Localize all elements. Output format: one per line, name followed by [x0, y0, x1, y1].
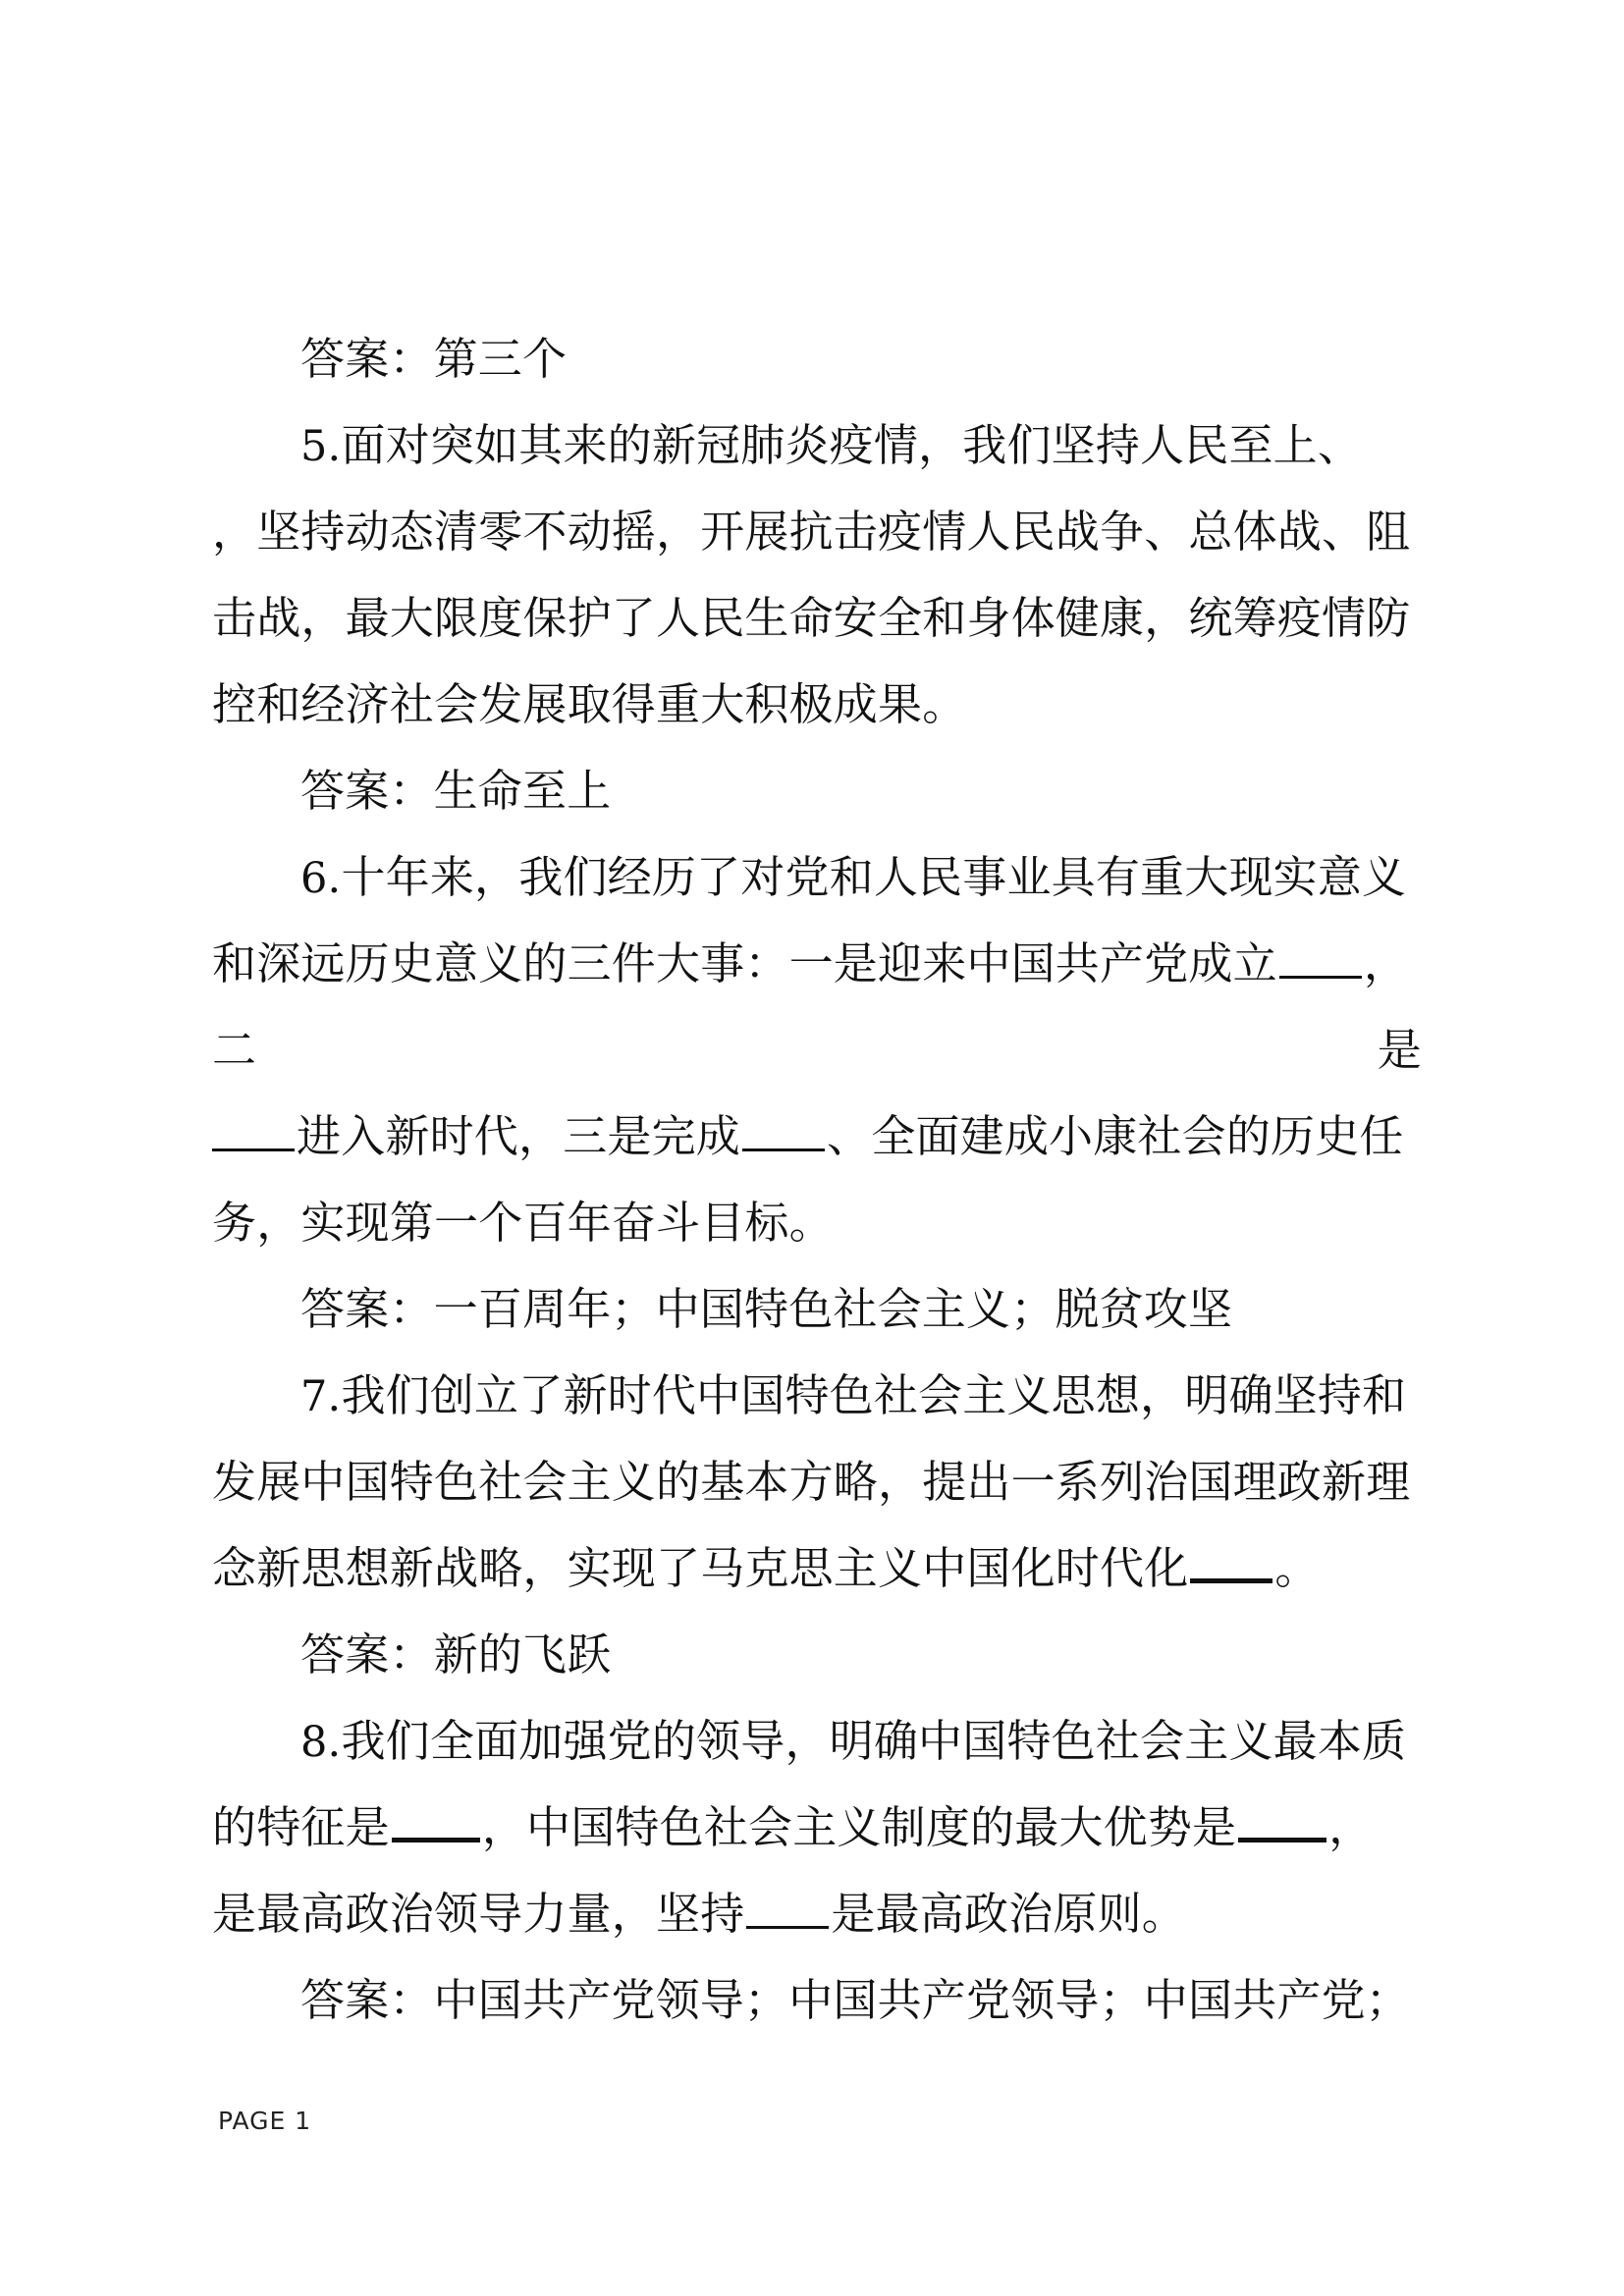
question-7-line	[212, 1353, 1422, 1439]
text-segment: 击战，最大限度保护了人民生命安全和身体健康，统筹疫情防	[212, 592, 1411, 644]
answer-line	[212, 1612, 1422, 1698]
text-segment: 是最高政治领导力量，坚持	[212, 1888, 745, 1940]
question-text: 面对突如其来的新冠肺炎疫情，我们坚持人民至上、	[341, 419, 1363, 471]
answer-text: 答案：新的飞跃	[300, 1629, 612, 1681]
text-segment: 控和经济社会发展取得重大积极成果。	[212, 678, 967, 730]
text-segment: 和深远历史意义的三件大事：一是迎来中国共产党成立	[212, 937, 1277, 989]
fill-blank	[1238, 1792, 1326, 1842]
text-line	[212, 662, 1422, 748]
text-segment: 发展中国特色社会主义的基本方略，提出一系列治国理政新理	[212, 1456, 1411, 1508]
fill-blank	[1279, 931, 1362, 979]
fill-blank	[742, 1103, 825, 1151]
text-line	[212, 1785, 1422, 1871]
answer-line	[212, 1957, 1422, 2044]
text-line	[212, 921, 1422, 1007]
question-8-line	[212, 1698, 1422, 1785]
text-line	[212, 1871, 1422, 1957]
question-number: 7.	[300, 1372, 342, 1421]
text-segment: 是	[1377, 1024, 1422, 1076]
answer-line	[212, 1266, 1422, 1353]
question-number: 6.	[300, 854, 342, 903]
text-segment: 。	[1274, 1542, 1320, 1594]
question-5-line	[212, 402, 1422, 489]
question-6-line	[212, 834, 1422, 921]
text-segment: 的特征是	[212, 1801, 390, 1853]
text-segment: 二	[212, 1024, 257, 1076]
question-text: 十年来，我们经历了对党和人民事业具有重大现实意义	[341, 851, 1407, 903]
text-segment: 务，实现第一个百年奋斗目标。	[212, 1197, 834, 1249]
answer-text: 答案：第三个	[300, 333, 568, 385]
fill-blank	[392, 1792, 480, 1842]
question-text: 我们全面加强党的领导，明确中国特色社会主义最本质	[341, 1715, 1407, 1767]
answer-text: 答案：一百周年；中国特色社会主义；脱贫攻坚	[300, 1283, 1233, 1335]
text-segment: 进入新时代，三是完成	[297, 1110, 741, 1162]
text-segment: ，中国特色社会主义制度的最大优势是	[481, 1801, 1237, 1853]
text-line	[212, 1439, 1422, 1525]
document-body	[212, 316, 1422, 2044]
text-line	[212, 489, 1422, 575]
text-line	[212, 575, 1422, 662]
page-footer-label: PAGE 1	[218, 2107, 312, 2135]
text-line	[212, 1180, 1422, 1266]
text-segment: ，	[1363, 937, 1409, 989]
answer-line	[212, 316, 1422, 402]
fill-blank	[746, 1881, 829, 1929]
text-line	[212, 1007, 1422, 1094]
fill-blank	[1190, 1533, 1272, 1583]
text-segment: 、全面建成小康社会的历史任	[827, 1110, 1404, 1162]
text-segment: ，坚持动态清零不动摇，开展抗击疫情人民战争、总体战、阻	[212, 506, 1411, 558]
text-segment: 念新思想新战略，实现了马克思主义中国化时代化	[212, 1542, 1189, 1594]
fill-blank	[212, 1103, 295, 1151]
answer-text: 答案：生命至上	[300, 765, 612, 817]
question-number: 8.	[300, 1718, 342, 1767]
text-segment: ，	[1328, 1801, 1374, 1853]
text-segment: 是最高政治原则。	[831, 1888, 1187, 1940]
text-line	[212, 1525, 1422, 1612]
question-number: 5.	[300, 422, 342, 471]
answer-line	[212, 748, 1422, 834]
question-text: 我们创立了新时代中国特色社会主义思想，明确坚持和	[341, 1369, 1407, 1421]
answer-text: 答案：中国共产党领导；中国共产党领导；中国共产党；	[300, 1974, 1411, 2026]
text-line	[212, 1094, 1422, 1180]
